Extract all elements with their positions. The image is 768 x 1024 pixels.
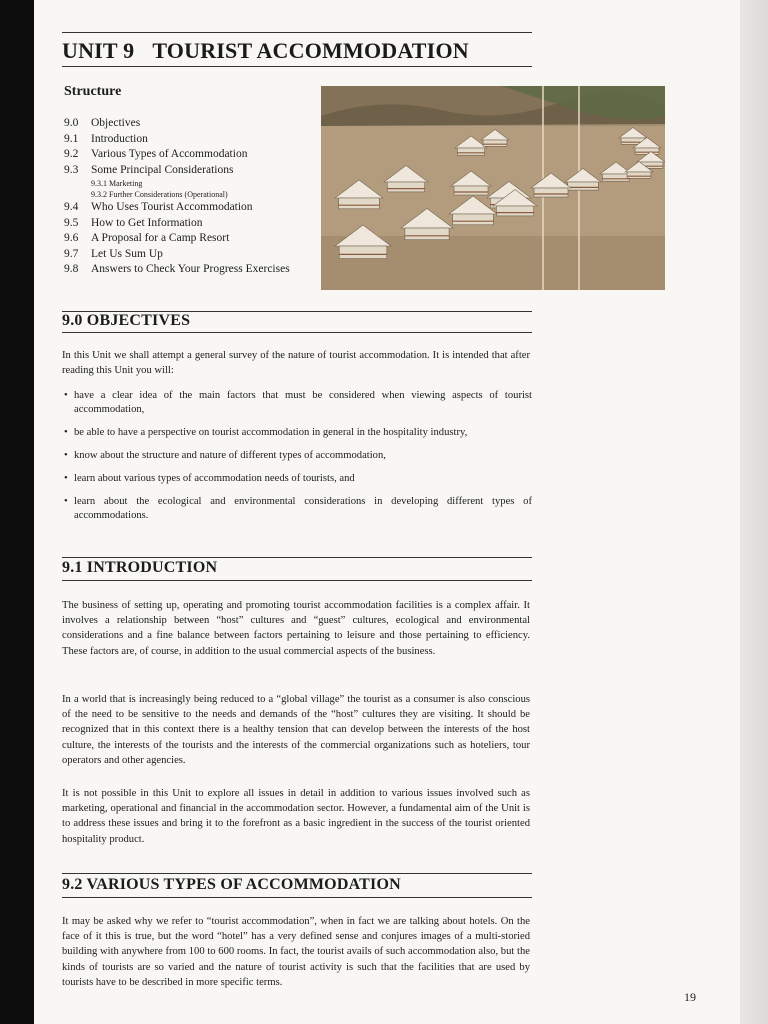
structure-item xyxy=(64,132,354,148)
structure-item-number: 9.5 xyxy=(64,216,79,229)
structure-item-number: 9.2 xyxy=(64,148,79,160)
objectives-intro: In this Unit we shall attempt a general survey of the nature of tourist accommodation. It is intended that after reading this Unit you will: xyxy=(62,350,530,377)
tents-illustration xyxy=(321,86,665,290)
structure-item-text: Objectives xyxy=(91,117,141,129)
structure-item-text: A Proposal for a Camp Resort xyxy=(91,232,230,244)
structure-item-number: 9.6 xyxy=(64,232,79,244)
structure-item-text: Let Us Sum Up xyxy=(91,247,163,260)
scan-binding-edge xyxy=(0,0,34,1024)
types-top-rule xyxy=(62,873,532,874)
structure-item xyxy=(64,200,354,216)
structure-subitem: 9.3.2 Further Considerations (Operational) xyxy=(91,190,228,199)
structure-item xyxy=(64,116,354,132)
structure-item-text: Answers to Check Your Progress Exercises xyxy=(91,263,290,275)
structure-item-text: Who Uses Tourist Accommodation xyxy=(91,201,253,213)
objectives-list xyxy=(62,389,532,532)
types-paragraph: It may be asked why we refer to “tourist accommodation”, when in fact we are talking about hotels. On the face of it this is true, but the word “hotel” has a very defined sense and conjures images of a multi-storied building with anywhere from 100 to 600 rooms. In fact, the tourist avails of such accommodation also, but the kinds of tourists are so varied and the nature of tourist activity is such that the facilities that are used by tourists have to be described in more specific terms. xyxy=(62,916,530,988)
introduction-paragraph-2: In a world that is increasingly being reduced to a “global village” the tourist as a consumer is also conscious of the need to be sensitive to the needs and demands of the “host” cultures they are visiting. It should be recognized that in this context there is a healthy tension that can develop between the interests of the host culture, the interests of the tourists and the interests of the commercial organizations such as hoteliers, tour operators and other agencies. xyxy=(62,694,530,766)
objectives-heading: 9.0 OBJECTIVES xyxy=(62,312,191,329)
structure-item-number: 9.1 xyxy=(64,132,79,145)
structure-item xyxy=(64,262,354,278)
title-bottom-rule xyxy=(62,66,532,67)
camp-tents-photo xyxy=(321,86,665,290)
structure-item-text: How to Get Information xyxy=(91,216,203,229)
introduction-paragraph-3: It is not possible in this Unit to explore all issues in detail in addition to various issues involved such as marketing, operational and financial in the accommodation sector. However, a fundamental aim of the Unit is to address these issues and bring it to the forefront as a basic ingredient in the success of the tourist oriented hospitality product. xyxy=(62,788,530,845)
structure-item-text: Various Types of Accommodation xyxy=(91,148,248,160)
structure-item-number: 9.3 xyxy=(64,163,79,176)
objective-item: • have a clear idea of the main factors that must be considered when viewing aspects of tourist accommodation, xyxy=(62,389,532,418)
structure-item-number: 9.7 xyxy=(64,247,79,260)
types-heading: 9.2 VARIOUS TYPES OF ACCOMMODATION xyxy=(62,876,401,893)
unit-title xyxy=(62,38,469,64)
title-top-rule xyxy=(62,32,532,33)
unit-label: UNIT 9 xyxy=(62,38,135,63)
introduction-heading: 9.1 INTRODUCTION xyxy=(62,559,218,576)
document-page xyxy=(34,0,740,1024)
structure-item-number: 9.4 xyxy=(64,201,79,213)
structure-item-number: 9.8 xyxy=(64,263,79,275)
objective-item: • know about the structure and nature of different types of accommodation, xyxy=(62,449,532,463)
objectives-bottom-rule xyxy=(62,332,532,333)
objective-item: • learn about the ecological and environmental considerations in developing different types of accommodations. xyxy=(62,495,532,524)
structure-heading: Structure xyxy=(64,84,122,99)
structure-item-text: Introduction xyxy=(91,132,148,145)
structure-item xyxy=(64,147,354,163)
introduction-bottom-rule xyxy=(62,580,532,581)
types-bottom-rule xyxy=(62,897,532,898)
structure-item xyxy=(64,163,354,179)
structure-item xyxy=(64,231,354,247)
structure-list xyxy=(64,116,354,278)
structure-subitem: 9.3.1 Marketing xyxy=(91,179,143,188)
page-number: 19 xyxy=(684,990,696,1004)
structure-item-text: Some Principal Considerations xyxy=(91,163,234,176)
introduction-paragraph-1: The business of setting up, operating and promoting tourist accommodation facilities is a complex affair. It involves a relationship between “host” cultures and “guest” cultures, ecological and environmental considerations and a fine balance between factors pertaining to leisure and those pertaining to efficiency. These factors are, of course, in addition to the usual commercial aspects of the business. xyxy=(62,600,530,657)
objective-item: • be able to have a perspective on tourist accommodation in general in the hospitality industry, xyxy=(62,426,532,440)
structure-item xyxy=(64,247,354,263)
introduction-top-rule xyxy=(62,557,532,558)
structure-item xyxy=(64,216,354,232)
structure-item-number: 9.0 xyxy=(64,117,79,129)
scan-right-edge xyxy=(740,0,768,1024)
unit-title-text: TOURIST ACCOMMODATION xyxy=(152,38,469,63)
objective-item: • learn about various types of accommodation needs of tourists, and xyxy=(62,472,532,486)
